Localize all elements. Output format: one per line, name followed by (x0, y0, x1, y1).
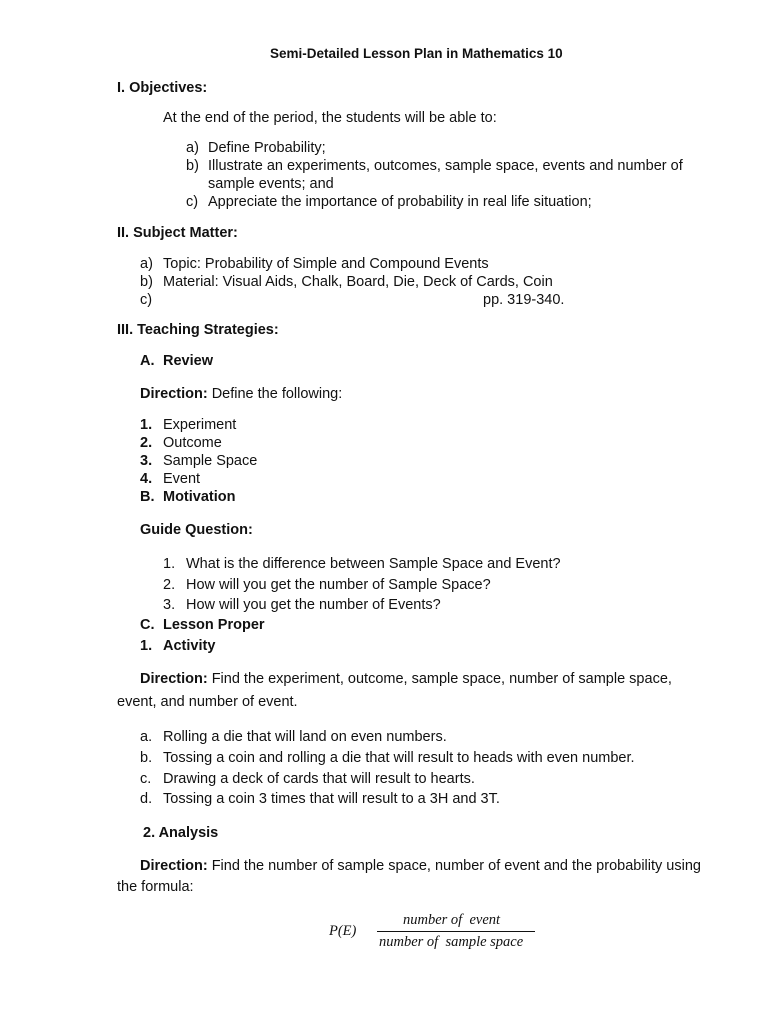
objective-marker: c) (186, 194, 199, 210)
review-heading: Review (163, 353, 213, 369)
analysis-direction (140, 857, 701, 875)
formula-denominator: number of sample space (379, 934, 524, 950)
term-marker: 3. (140, 453, 153, 469)
lesson-proper-heading: Lesson Proper (163, 617, 265, 633)
objective-text: Illustrate an experiments, outcomes, sample space, events and number of (208, 158, 683, 174)
activity-item-marker: a. (140, 729, 153, 745)
guide-question-text: How will you get the number of Events? (186, 597, 441, 613)
guide-question-text: How will you get the number of Sample Space? (186, 577, 491, 593)
term-marker: 1. (140, 417, 153, 433)
guide-question-text: What is the difference between Sample Space and Event? (186, 556, 561, 572)
subject-matter-heading: II. Subject Matter: (117, 225, 238, 241)
direction-text: Find the experiment, outcome, sample space, number of sample space, (207, 671, 672, 687)
activity-item-marker: d. (140, 791, 153, 807)
term-text: Sample Space (163, 453, 258, 469)
objective-text: Appreciate the importance of probability in real life situation; (208, 194, 592, 210)
activity-direction-continued: event, and number of event. (117, 694, 298, 710)
activity-heading: Activity (163, 638, 216, 654)
guide-question-marker: 2. (163, 577, 176, 593)
objective-text-continued: sample events; and (208, 176, 334, 192)
direction-label: Direction: (140, 671, 208, 687)
activity-item-marker: b. (140, 750, 153, 766)
objectives-heading: I. Objectives: (117, 80, 208, 96)
review-direction (140, 385, 342, 403)
term-text: Event (163, 471, 201, 487)
direction-label: Direction: (140, 858, 208, 874)
activity-item-text: Drawing a deck of cards that will result to hearts. (163, 771, 475, 787)
activity-item-text: Rolling a die that will land on even numbers. (163, 729, 447, 745)
review-marker: A. (140, 353, 155, 369)
subject-text: Material: Visual Aids, Chalk, Board, Die, Deck of Cards, Coin (163, 274, 553, 290)
activity-item-text: Tossing a coin and rolling a die that will result to heads with even number. (163, 750, 635, 766)
term-marker: 4. (140, 471, 153, 487)
guide-question-marker: 1. (163, 556, 176, 572)
activity-item-text: Tossing a coin 3 times that will result to a 3H and 3T. (163, 791, 500, 807)
analysis-direction-continued: the formula: (117, 879, 194, 895)
direction-label: Direction: (140, 386, 208, 402)
subject-reference-text: pp. 319-340. (483, 292, 565, 308)
subject-marker: c) (140, 292, 153, 308)
guide-question-heading: Guide Question: (140, 522, 253, 538)
subject-marker: a) (140, 256, 153, 272)
objective-marker: a) (186, 140, 199, 156)
activity-marker: 1. (140, 638, 153, 654)
activity-direction (140, 670, 672, 688)
subject-marker: b) (140, 274, 153, 290)
lesson-proper-marker: C. (140, 617, 155, 633)
activity-item-marker: c. (140, 771, 152, 787)
formula-numerator: number of event (403, 912, 501, 928)
direction-text: Define the following: (207, 386, 343, 402)
objectives-intro: At the end of the period, the students will be able to: (163, 110, 497, 126)
teaching-strategies-heading: III. Teaching Strategies: (117, 322, 279, 338)
motivation-heading: Motivation (163, 489, 236, 505)
motivation-marker: B. (140, 489, 155, 505)
formula-lhs (329, 922, 356, 940)
objective-text: Define Probability; (208, 140, 326, 156)
document-title: Semi-Detailed Lesson Plan in Mathematics 10 (270, 46, 563, 61)
subject-text: Topic: Probability of Simple and Compound Events (163, 256, 489, 272)
term-text: Experiment (163, 417, 237, 433)
formula-lhs-text: P(E) (329, 923, 357, 939)
objective-marker: b) (186, 158, 199, 174)
term-text: Outcome (163, 435, 222, 451)
analysis-heading: 2. Analysis (143, 825, 219, 841)
term-marker: 2. (140, 435, 153, 451)
fraction-bar (377, 931, 535, 932)
guide-question-marker: 3. (163, 597, 176, 613)
direction-text: Find the number of sample space, number of event and the probability using (207, 858, 701, 874)
